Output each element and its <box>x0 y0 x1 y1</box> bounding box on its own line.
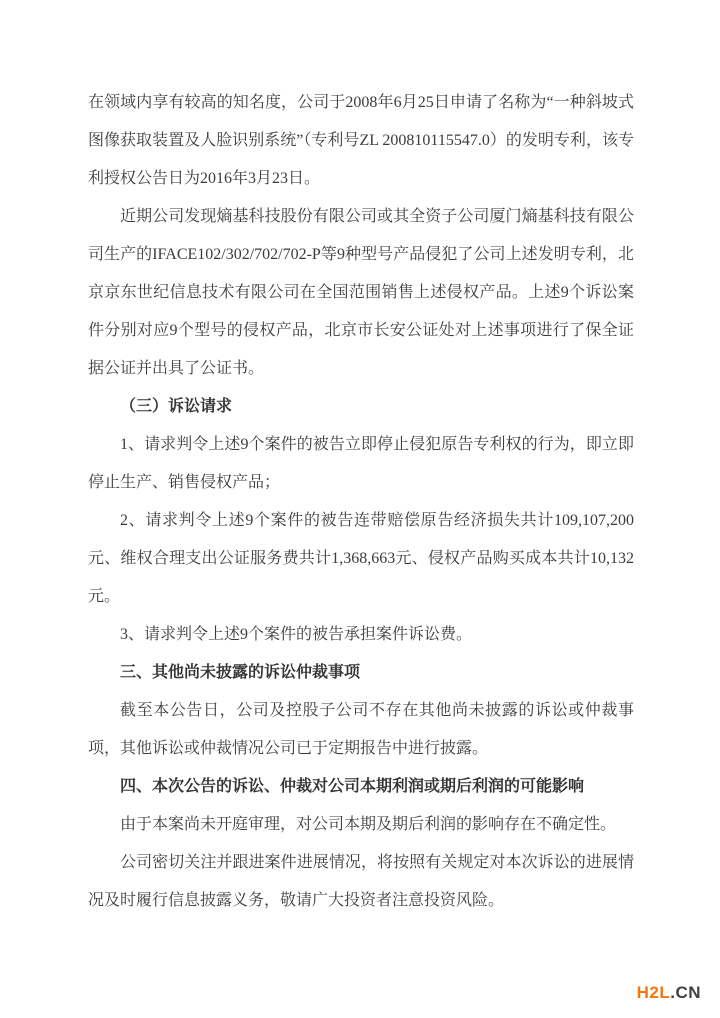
watermark-brand: H2L <box>636 983 671 1002</box>
paragraph-claim-3: 3、请求判令上述9个案件的被告承担案件诉讼费。 <box>120 626 473 643</box>
paragraph-impact-uncertainty: 由于本案尚未开庭审理，对公司本期及期后利润的影响存在不确定性。 <box>120 816 617 833</box>
paragraph-claim-1: 1、请求判令上述9个案件的被告立即停止侵犯原告专利权的行为，即立即停止生产、销售侵权产品； <box>88 436 634 491</box>
heading-other-undisclosed-litigation: 三、其他尚未披露的诉讼仲裁事项 <box>120 664 361 681</box>
announcement-body <box>88 84 634 920</box>
paragraph-patent-background-continued: 在领域内享有较高的知名度，公司于2008年6月25日申请了名称为“一种斜坡式图像获取装置及人脸识别系统”（专利号ZL 200810115547.0）的发明专利，该专利授权公告日为2016年3月23日。 <box>88 94 634 187</box>
paragraph-other-litigation-status: 截至本公告日，公司及控股子公司不存在其他尚未披露的诉讼或仲裁事项，其他诉讼或仲裁情况公司已于定期报告中进行披露。 <box>88 702 634 757</box>
watermark-suffix: .CN <box>670 983 701 1002</box>
paragraph-disclosure-commitment: 公司密切关注并跟进案件进展情况，将按照有关规定对本次诉讼的进展情况及时履行信息披露义务，敬请广大投资者注意投资风险。 <box>88 854 634 909</box>
heading-profit-impact: 四、本次公告的诉讼、仲裁对公司本期利润或期后利润的可能影响 <box>120 778 585 795</box>
paragraph-claim-2: 2、请求判令上述9个案件的被告连带赔偿原告经济损失共计109,107,200元、维权合理支出公证服务费共计1,368,663元、侵权产品购买成本共计10,132元。 <box>88 512 634 605</box>
paragraph-infringement-discovery: 近期公司发现熵基科技股份有限公司或其全资子公司厦门熵基科技有限公司生产的IFACE102/302/702/702-P等9种型号产品侵犯了公司上述发明专利，北京京东世纪信息技术有限公司在全国范围销售上述侵权产品。上述9个诉讼案件分别对应9个型号的侵权产品，北京市长安公证处对上述事项进行了保全证据公证并出具了公证书。 <box>88 208 634 377</box>
site-watermark <box>637 983 701 1003</box>
heading-litigation-claims: （三）诉讼请求 <box>120 398 233 415</box>
